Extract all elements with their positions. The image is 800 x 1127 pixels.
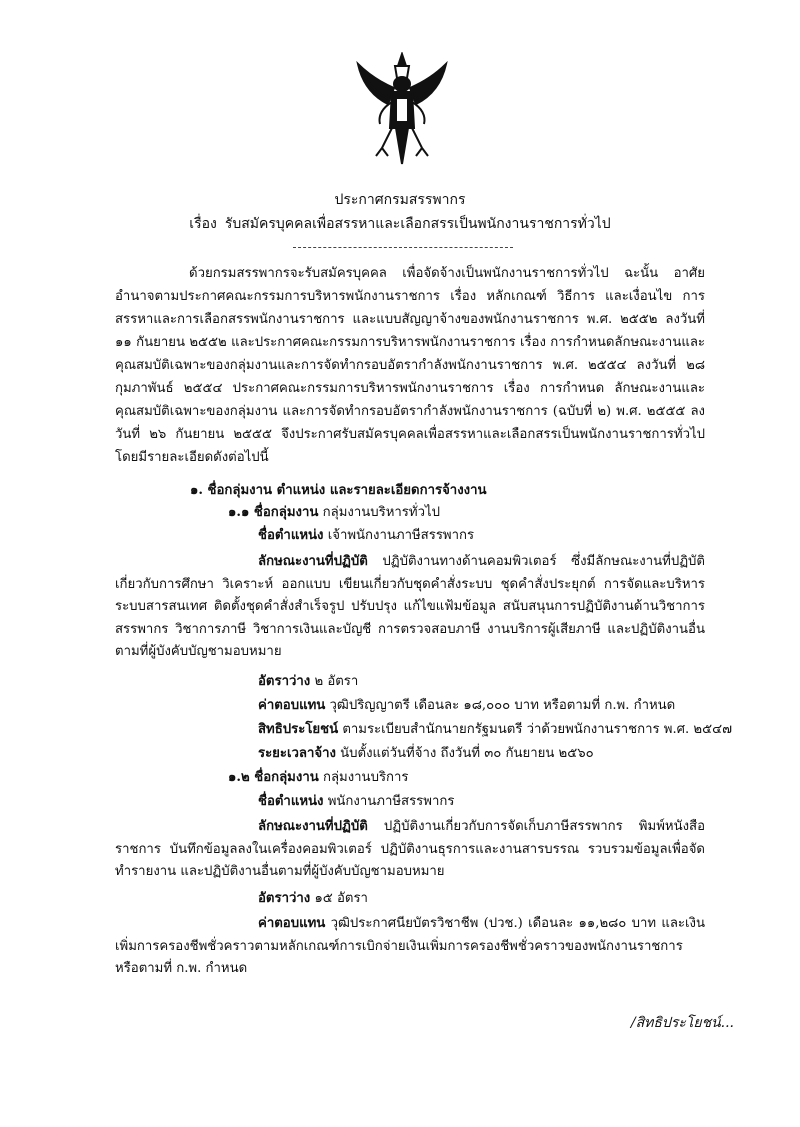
subject-label: เรื่อง (189, 216, 217, 232)
page-continuation: /สิทธิประโยชน์... (630, 1015, 734, 1031)
group-1-2-position (258, 792, 454, 812)
duty-text: ปฏิบัติงานทางด้านคอมพิวเตอร์ ซึ่งมีลักษณะงานที่ปฏิบัติเกี่ยวกับการศึกษา วิเคราะห์ ออกแบบ เขียนเกี่ยวกับชุดคำสั่งระบบ ชุดคำสั่งประยุกต์ การจัดและบริหารระบบสารสนเทศ ติดตั้งชุดคำสั่งสำเร็จรูป ปรับปรุง แก้ไขแฟ้มข้อมูล สนับสนุนการปฏิบัติงานด้านวิชาการสรรพากร วิชาการภาษี วิชาการเงินและบัญชี การตรวจสอบภาษี งานบริการผู้เสียภาษี และปฏิบัติงานอื่นตามที่ผู้บังคับบัญชามอบหมาย (115, 554, 705, 659)
group-1-2-rate (258, 889, 368, 909)
pay-label: ค่าตอบแทน (258, 916, 326, 931)
position-value: เจ้าพนักงานภาษีสรรพากร (327, 528, 475, 543)
group-1-1-pay (258, 696, 675, 716)
group-1-1-rate (258, 672, 358, 692)
group-1-1-period (258, 744, 594, 764)
group-1-2-line (228, 768, 409, 788)
benefit-value: ตามระเบียบสำนักนายกรัฐมนตรี ว่าด้วยพนักงานราชการ พ.ศ. ๒๕๔๗ (342, 722, 732, 737)
group-1-2-duty (115, 816, 705, 884)
group-1-1-line (228, 503, 440, 523)
group-1-1-name: กลุ่มงานบริหารทั่วไป (322, 505, 440, 520)
group-1-1-position (258, 526, 474, 546)
pay-value: วุฒิปริญญาตรี เดือนละ ๑๘,๐๐๐ บาท หรือตามที่ ก.พ. กำหนด (329, 698, 676, 713)
rate-value: ๑๕ อัตรา (314, 891, 368, 906)
title-divider (293, 247, 513, 248)
pay-label: ค่าตอบแทน (258, 698, 326, 713)
duty-label: ลักษณะงานที่ปฏิบัติ (258, 554, 368, 569)
rate-label: อัตราว่าง (258, 891, 311, 906)
pay-value: วุฒิประกาศนียบัตรวิชาชีพ (ปวช.) เดือนละ ๑๑,๒๘๐ บาท และเงินเพิ่มการครองชีพชั่วคราวตามหลักเกณฑ์การเบิกจ่ายเงินเพิ่มการครองชีพชั่วคราวของพนักงานราชการ หรือตามที่ ก.พ. กำหนด (115, 916, 705, 976)
subject-text: รับสมัครบุคคลเพื่อสรรหาและเลือกสรรเป็นพนักงานราชการทั่วไป (224, 216, 611, 232)
position-label: ชื่อตำแหน่ง (258, 794, 324, 809)
duty-text: ปฏิบัติงานเกี่ยวกับการจัดเก็บภาษีสรรพากร พิมพ์หนังสือราชการ บันทึกข้อมูลลงในเครื่องคอมพิวเตอร์ ปฏิบัติงานธุรการและงานสารบรรณ รวบรวมข้อมูลเพื่อจัดทำรายงาน และปฏิบัติงานอื่นตามที่ผู้บังคับบัญชามอบหมาย (115, 819, 705, 879)
position-value: พนักงานภาษีสรรพากร (327, 794, 455, 809)
group-1-2-pay (115, 913, 705, 981)
period-value: นับตั้งแต่วันที่จ้าง ถึงวันที่ ๓๐ กันยายน ๒๕๖๐ (340, 746, 594, 761)
group-1-1-label: ๑.๑ ชื่อกลุ่มงาน (228, 505, 319, 520)
announcement-subject (0, 213, 800, 235)
intro-paragraph: ด้วยกรมสรรพากรจะรับสมัครบุคคล เพื่อจัดจ้างเป็นพนักงานราชการทั่วไป ฉะนั้น อาศัยอำนาจตามประกาศคณะกรรมการบริหารพนักงานราชการ เรื่อง หลักเกณฑ์ วิธีการ และเงื่อนไข การสรรหาและการเลือกสรรพนักงานราชการ และแบบสัญญาจ้างของพนักงานราชการ พ.ศ. ๒๕๕๒ ลงวันที่ ๑๑ กันยายน ๒๕๕๒ และประกาศคณะกรรมการบริหารพนักงานราชการ เรื่อง การกำหนดลักษณะงานและคุณสมบัติเฉพาะของกลุ่มงานและการจัดทำกรอบอัตรากำลังพนักงานราชการ พ.ศ. ๒๕๕๔ ลงวันที่ ๒๘ กุมภาพันธ์ ๒๕๕๔ ประกาศคณะกรรมการบริหารพนักงานราชการ เรื่อง การกำหนด ลักษณะงานและคุณสมบัติเฉพาะของกลุ่มงาน และการจัดทำกรอบอัตรากำลังพนักงานราชการ (ฉบับที่ ๒) พ.ศ. ๒๕๕๕ ลงวันที่ ๒๖ กันยายน ๒๕๕๕ จึงประกาศรับสมัครบุคคลเพื่อสรรหาและเลือกสรรเป็นพนักงานราชการทั่วไป โดยมีรายละเอียดดังต่อไปนี้ (115, 266, 705, 465)
rate-value: ๒ อัตรา (314, 674, 359, 689)
section-1-heading: ๑. ชื่อกลุ่มงาน ตำแหน่ง และรายละเอียดการจ้างงาน (190, 483, 487, 498)
position-label: ชื่อตำแหน่ง (258, 528, 324, 543)
rate-label: อัตราว่าง (258, 674, 311, 689)
period-label: ระยะเวลาจ้าง (258, 746, 336, 761)
announcement-title: ประกาศกรมสรรพากร (334, 192, 466, 208)
duty-label: ลักษณะงานที่ปฏิบัติ (258, 819, 368, 834)
group-1-2-label: ๑.๒ ชื่อกลุ่มงาน (228, 770, 319, 785)
benefit-label: สิทธิประโยชน์ (258, 722, 339, 737)
group-1-1-benefit (258, 720, 732, 740)
group-1-1-duty (115, 551, 705, 664)
garuda-emblem-icon (352, 52, 452, 168)
group-1-2-name: กลุ่มงานบริการ (322, 770, 409, 785)
